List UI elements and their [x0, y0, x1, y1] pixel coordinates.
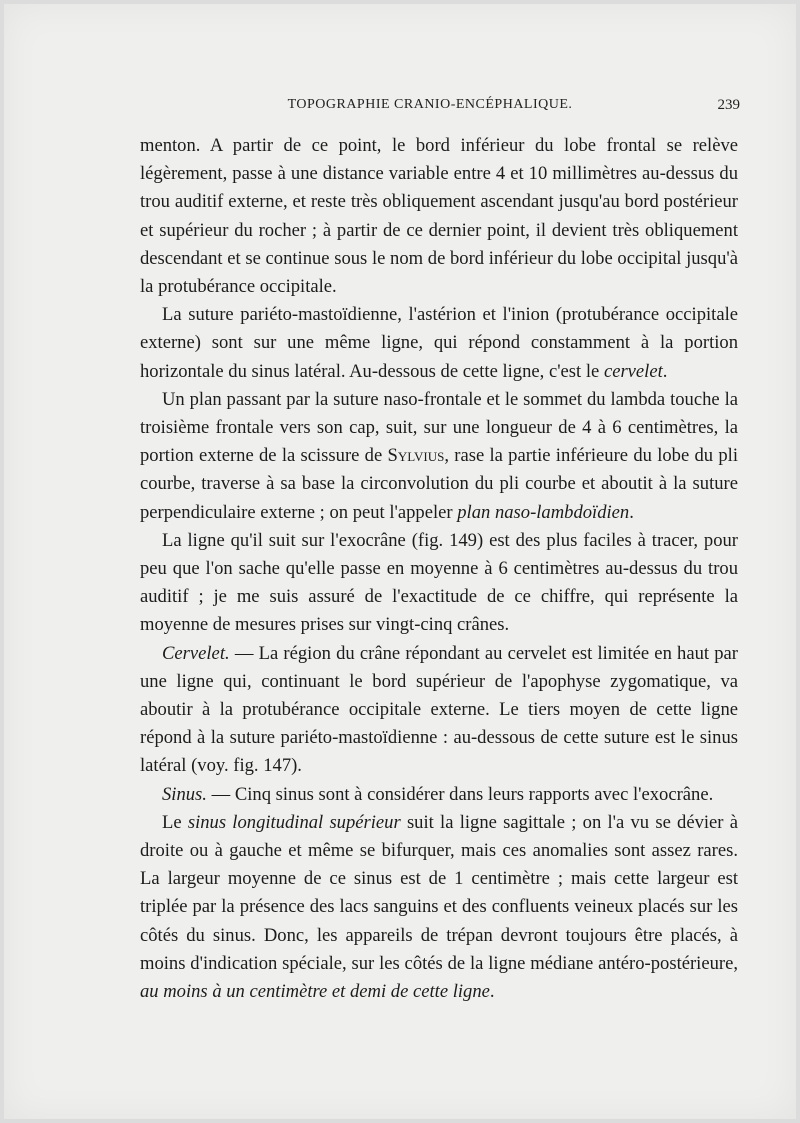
cervelet-term: cervelet [603, 360, 663, 382]
running-header [140, 97, 740, 119]
emphasis-phrase: au moins à un centimètre et demi de cette ligne [140, 981, 490, 1003]
book-page [4, 4, 796, 1119]
paragraph-7-text-b: suit la ligne sagittale ; on l'a vu se dévier à droite ou à gauche et même se bifurquer, mais ces anomalies sont assez rares. La largeur moyenne de ce sinus est de 1 centimètre ; mais cette largeur est triplée par la présence des lacs sanguins et des confluents veineux placés sur les côtés du sinus. Donc, les appareils de trépan devront toujours être placés, à moins d'indication spéciale, sur les côtés de la ligne médiane antéro-postérieure, [140, 811, 738, 974]
paragraph-7-text-a: Le [162, 811, 188, 833]
paragraph-7 [140, 809, 738, 1006]
paragraph-1 [140, 132, 738, 301]
paragraph-1-text: menton. A partir de ce point, le bord inférieur du lobe frontal se relève légèrement, passe à une distance variable entre 4 et 10 millimètres au-dessus du trou auditif externe, et reste très obliquement ascendant jusqu'au bord postérieur et supérieur du rocher ; à partir de ce dernier point, il devient très obliquement descendant et se continue sous le nom de bord inférieur du lobe occipital jusqu'à la protubérance occipitale. [140, 135, 738, 298]
paragraph-5-text: — La région du crâne répondant au cervelet est limitée en haut par une ligne qui, continuant le bord supérieur de l'apophyse zygomatique, va aboutir à la protubérance occipitale externe. Le tiers moyen de cette ligne répond à la suture pariéto-mastoïdienne : au-dessous de cette suture est le sinus latéral (voy. fig. 147). [140, 642, 738, 777]
sinus-heading: Sinus. [162, 783, 207, 805]
paragraph-3-end: . [629, 501, 634, 523]
naso-lambdoidien-term: plan naso-lambdoïdien [457, 501, 630, 523]
paragraph-2-end: . [662, 360, 668, 382]
cervelet-heading: Cervelet. [162, 642, 230, 664]
sinus-longitudinal-term: sinus longitudinal supérieur [187, 811, 401, 833]
paragraph-6 [140, 781, 738, 809]
paragraph-5 [140, 640, 738, 781]
page-number: 239 [717, 97, 740, 113]
paragraph-3 [140, 386, 738, 527]
body-text [140, 132, 738, 1006]
paragraph-7-end: . [489, 981, 495, 1003]
paragraph-3-text-b: , rase la partie inférieure du lobe du pli courbe, traverse à sa base la circonvolution du pli courbe et aboutit à la suture perpendiculaire externe ; on peut l'appeler [140, 445, 739, 523]
sylvius-name: Sylvius [387, 445, 445, 467]
paragraph-3-text-a: Un plan passant par la suture naso-frontale et le sommet du lambda touche la troisième frontale vers son cap, suit, sur une longueur de 4 à 6 centimètres, la portion externe de la scissure de [140, 388, 738, 467]
running-title: TOPOGRAPHIE CRANIO-ENCÉPHALIQUE. [287, 97, 573, 112]
paragraph-2-text: La suture pariéto-mastoïdienne, l'astérion et l'inion (protubérance occipitale externe) sont sur une même ligne, qui répond constamment à la portion horizontale du sinus latéral. Au-dessous de cette ligne, c'est le [140, 304, 738, 382]
paragraph-4 [140, 527, 738, 640]
paragraph-4-text: La ligne qu'il suit sur l'exocrâne (fig. 149) est des plus faciles à tracer, pour peu que l'on sache qu'elle passe en moyenne à 6 centimètres au-dessus du trou auditif ; je me suis assuré de l'exactitude de ce chiffre, qui représente la moyenne de mesures prises sur vingt-cinq crânes. [140, 529, 738, 636]
paragraph-6-text: — Cinq sinus sont à considérer dans leurs rapports avec l'exocrâne. [206, 783, 714, 805]
paragraph-2 [140, 301, 738, 386]
